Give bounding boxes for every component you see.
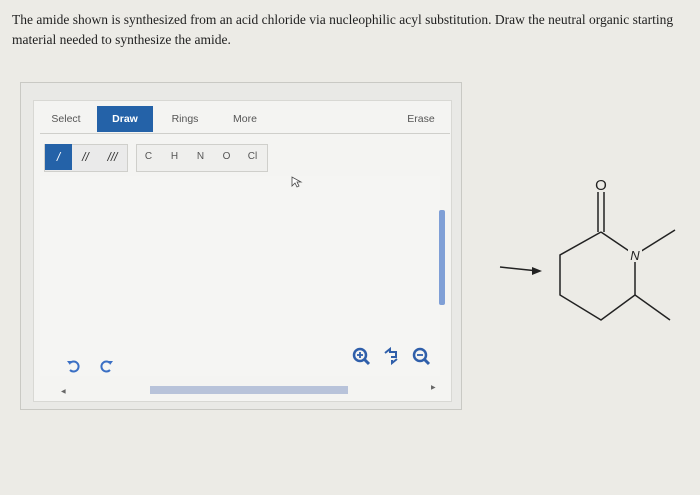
n-methyl-bond <box>635 295 670 320</box>
atom-cl-button[interactable]: Cl <box>247 151 258 162</box>
nitrogen-label: N <box>630 248 640 263</box>
question-text: The amide shown is synthesized from an acid chloride via nucleophilic acyl substitution. Draw the neutral organic starting material needed to synthesize the amide. <box>12 12 674 47</box>
atom-n-button[interactable]: N <box>196 151 205 162</box>
scroll-right-icon[interactable]: ▶ <box>431 385 436 391</box>
undo-icon[interactable] <box>63 355 85 377</box>
zoom-out-icon[interactable] <box>410 345 432 367</box>
horizontal-scrollbar[interactable] <box>150 386 348 394</box>
scroll-left-icon[interactable]: ◀ <box>61 389 66 395</box>
atom-h-button[interactable]: H <box>170 151 179 162</box>
tab-rings[interactable]: Rings <box>171 113 199 125</box>
tab-more[interactable]: More <box>233 113 257 125</box>
tab-erase[interactable]: Erase <box>407 113 435 125</box>
tab-draw[interactable]: Draw <box>97 106 153 132</box>
tab-divider <box>40 133 450 134</box>
zoom-in-icon[interactable] <box>350 345 372 367</box>
amide-structure <box>490 170 690 330</box>
atom-c-button[interactable]: C <box>144 151 153 162</box>
redo-icon[interactable] <box>95 355 117 377</box>
reset-zoom-icon[interactable] <box>380 345 402 367</box>
reaction-arrow-head <box>532 267 542 275</box>
single-bond-button[interactable]: / <box>45 144 72 170</box>
ring-bonds <box>560 232 635 320</box>
vertical-scrollbar[interactable] <box>439 210 445 305</box>
double-bond-button[interactable]: // <box>82 150 89 164</box>
tab-select[interactable]: Select <box>51 113 81 125</box>
oxygen-label: O <box>595 177 607 194</box>
triple-bond-button[interactable]: /// <box>107 150 118 164</box>
cursor-arrow-icon <box>291 176 303 188</box>
atom-o-button[interactable]: O <box>222 151 231 162</box>
